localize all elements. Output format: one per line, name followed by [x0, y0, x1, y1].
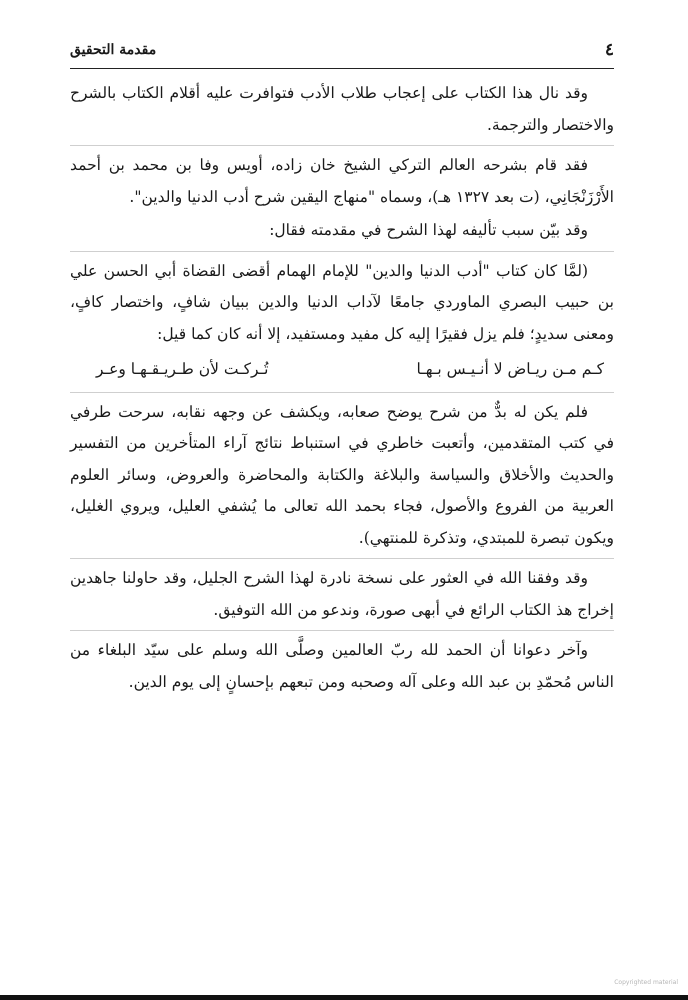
paragraph-reason-intro: وقد بيّن سبب تأليفه لهذا الشرح في مقدمته فقال:: [269, 221, 588, 239]
page-header: [70, 38, 614, 70]
page-bottom-edge: [0, 995, 688, 1000]
paragraph-commentary-purpose: فلم يكن له بدٌّ من شرح يوضح صعابه، ويكشف عن وجهه نقابه، سرحت طرفي في كتب المتقدمين، وأتعبت خاطري في استنباط نتائج آراء المتأخرين من التفسير والحديث والأخلاق والسياسة والبلاغة والكتابة والمحاضرة والعروض، وسائر العلوم العربية من الفروع والأصول، فجاء بحمد الله تعالى ما يُشفي العليل، ويروي الغليل، ويكون تبصرة للمبتدي، وتذكرة للمنتهي).: [70, 392, 614, 555]
verse-first-hemistich: كـم مـن ريـاض لا أنـيـس بـهـا: [416, 360, 604, 378]
paragraph-manuscript: وقد وفقنا الله في العثور على نسخة نادرة لهذا الشرح الجليل، وقد حاولنا جاهدين إخراج هذ الكتاب الرائع في أبهى صورة، وندعو من الله التوفيق.: [70, 558, 614, 626]
verse-second-hemistich: تُـركـت لأن طـريـقـهـا وعـر: [96, 360, 269, 378]
copyright-watermark: Copyrighted material: [614, 979, 678, 986]
page-number: ٤: [604, 40, 614, 60]
poetry-verse: [70, 352, 614, 388]
body-text: [70, 78, 614, 700]
header-rule: [70, 68, 614, 69]
paragraph-commentator: فقد قام بشرحه العالم التركي الشيخ خان زاده، أويس وفا بن محمد بن أحمد الأَرْزَنْجَانِي، (ت بعد ١٣٢٧ هـ)، وسماه "منهاج اليقين شرح أدب الدنيا والدين".: [70, 145, 614, 213]
paragraph-author-quote: (لمَّا كان كتاب "أدب الدنيا والدين" للإمام الهمام أقضى القضاة أبي الحسن علي بن حبيب البصري الماوردي جامعًا لآداب الدنيا والدين ببيان شافٍ، واختصار كافٍ، ومعنى سديدٍ؛ فلم يزل فقيرًا إليه كل مفيد ومستفيد، إلا أنه كان كما قيل:: [70, 251, 614, 351]
running-title: مقدمة التحقيق: [70, 42, 157, 58]
paragraph-reception: وقد نال هذا الكتاب على إعجاب طلاب الأدب فتوافرت عليه أقلام الكتاب بالشرح والاختصار والترجمة.: [70, 84, 614, 134]
paragraph-closing-prayer: وآخر دعوانا أن الحمد لله ربّ العالمين وصلَّى الله وسلم على سيّد البلغاء من الناس مُحمّدِ بن عبد الله وعلى آله وصحبه ومن تبعهم بإحسانٍ إلى يوم الدين.: [70, 630, 614, 698]
